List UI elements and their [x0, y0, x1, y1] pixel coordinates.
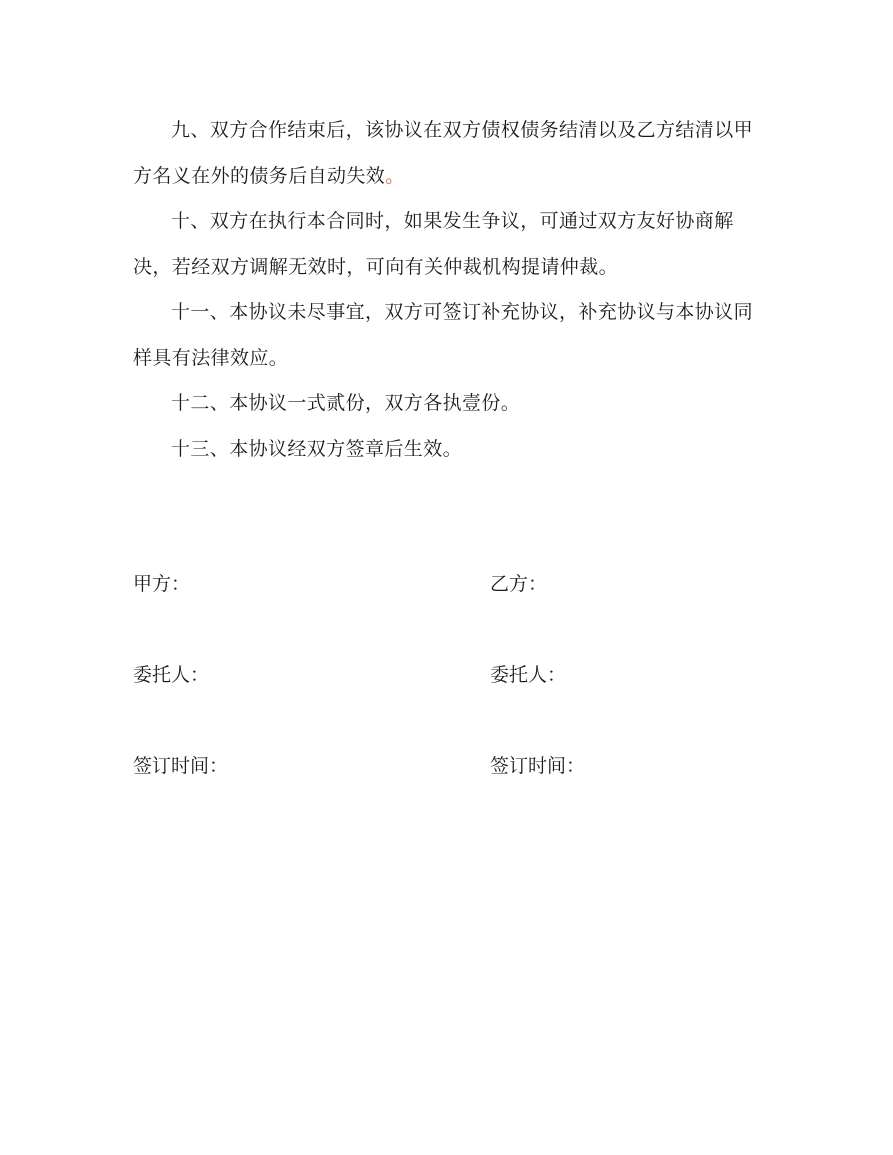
clause-9-text: 九、双方合作结束后，该协议在双方债权债务结清以及乙方结清以甲方名义在外的债务后自动失效: [133, 119, 754, 187]
clause-9: [133, 108, 765, 199]
clause-12: [133, 381, 765, 427]
clause-13: [133, 427, 765, 473]
date-b-label: 签订时间：: [490, 755, 586, 777]
date-a-label: 签订时间：: [133, 755, 229, 777]
clause-9-end-mark: 。: [385, 164, 405, 187]
agent-a-label: 委托人：: [133, 664, 210, 686]
agent-b-label: 委托人：: [490, 664, 567, 686]
party-b-label: 乙方：: [490, 573, 548, 595]
agreement-clauses: [133, 108, 765, 472]
clause-10: [133, 199, 765, 290]
clause-10-text: 十、双方在执行本合同时，如果发生争议，可通过双方友好协商解决，若经双方调解无效时，可向有关仲裁机构提请仲裁。: [133, 210, 734, 278]
clause-12-text: 十二、本协议一式贰份，双方各执壹份。: [171, 392, 521, 414]
party-a-label: 甲方：: [133, 573, 191, 595]
clause-11: [133, 290, 765, 381]
clause-13-text: 十三、本协议经双方签章后生效。: [171, 437, 463, 460]
clause-11-text: 十一、本协议未尽事宜，双方可签订补充协议，补充协议与本协议同样具有法律效应。: [133, 301, 754, 369]
